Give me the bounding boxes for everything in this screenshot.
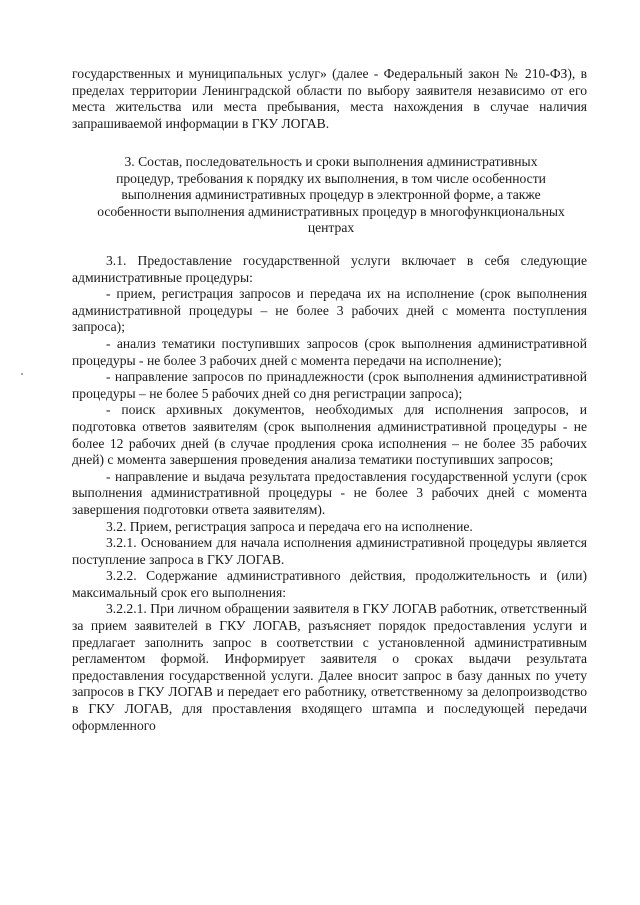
list-item-analysis: - анализ тематики поступивших запросов (срок выполнения административной процедуры - не более 3 рабочих дней с момента передачи на исполнение);	[72, 335, 587, 368]
intro-paragraph: государственных и муниципальных услуг» (далее - Федеральный закон № 210-ФЗ), в пределах территории Ленинградской области по выбору заявителя независимо от его места жительства или места пребывания, места нахождения в случае наличия запрашиваемой информации в ГКУ ЛОГАВ.	[72, 66, 587, 131]
paragraph-3-2-2-1: 3.2.2.1. При личном обращении заявителя в ГКУ ЛОГАВ работник, ответственный за прием заявителей в ГКУ ЛОГАВ, разъясняет порядок предоставления услуги и предлагает заполнить запрос в соответствии с установленной административным регламентом формой. Информирует заявителя о сроках выдачи результата предоставления государственной услуги. Далее вносит запрос в базу данных по учету запросов в ГКУ ЛОГАВ и передает его работнику, ответственному за делопроизводство в ГКУ ЛОГАВ, для проставления входящего штампа и последующей передачи оформленного	[72, 601, 587, 733]
paragraph-3-2-2: 3.2.2. Содержание административного действия, продолжительность и (или) максимальный срок его выполнения:	[72, 568, 587, 600]
paragraph-3-1: 3.1. Предоставление государственной услуги включает в себя следующие административные процедуры:	[72, 253, 587, 285]
section-heading: 3. Состав, последовательность и сроки выполнения административных процедур, требования к порядку их выполнения, в том числе особенности выполнения административных процедур в электронной форме, а также особенности выполнения административных процедур в многофункциональных центрах	[97, 154, 565, 236]
intro-block	[72, 66, 587, 132]
paragraph-3-2: 3.2. Прием, регистрация запроса и передача его на исполнение.	[106, 518, 473, 534]
list-item-routing: - направление запросов по принадлежности (срок выполнения административной процедуры – не более 5 рабочих дней со дня регистрации запроса);	[72, 369, 587, 401]
section-body	[72, 253, 587, 734]
list-item-search: - поиск архивных документов, необходимых для исполнения запросов, и подготовка ответов заявителям (срок выполнения административной процедуры - не более 12 рабочих дней (в случае продления срока исполнения – не более 35 рабочих дней) с момента завершения проведения анализа тематики поступивших запросов;	[72, 402, 587, 468]
list-item-reception: - прием, регистрация запросов и передача их на исполнение (срок выполнения административной процедуры – не более 3 рабочих дней с момента поступления запроса);	[72, 286, 587, 335]
paragraph-3-2-1: 3.2.1. Основанием для начала исполнения административной процедуры является поступление запроса в ГКУ ЛОГАВ.	[72, 535, 587, 567]
scan-speck	[21, 373, 23, 375]
list-item-delivery: - направление и выдача результата предоставления государственной услуги (срок выполнения административной процедуры - не более 3 рабочих дней с момента завершения подготовки ответа заявителям).	[72, 468, 587, 517]
